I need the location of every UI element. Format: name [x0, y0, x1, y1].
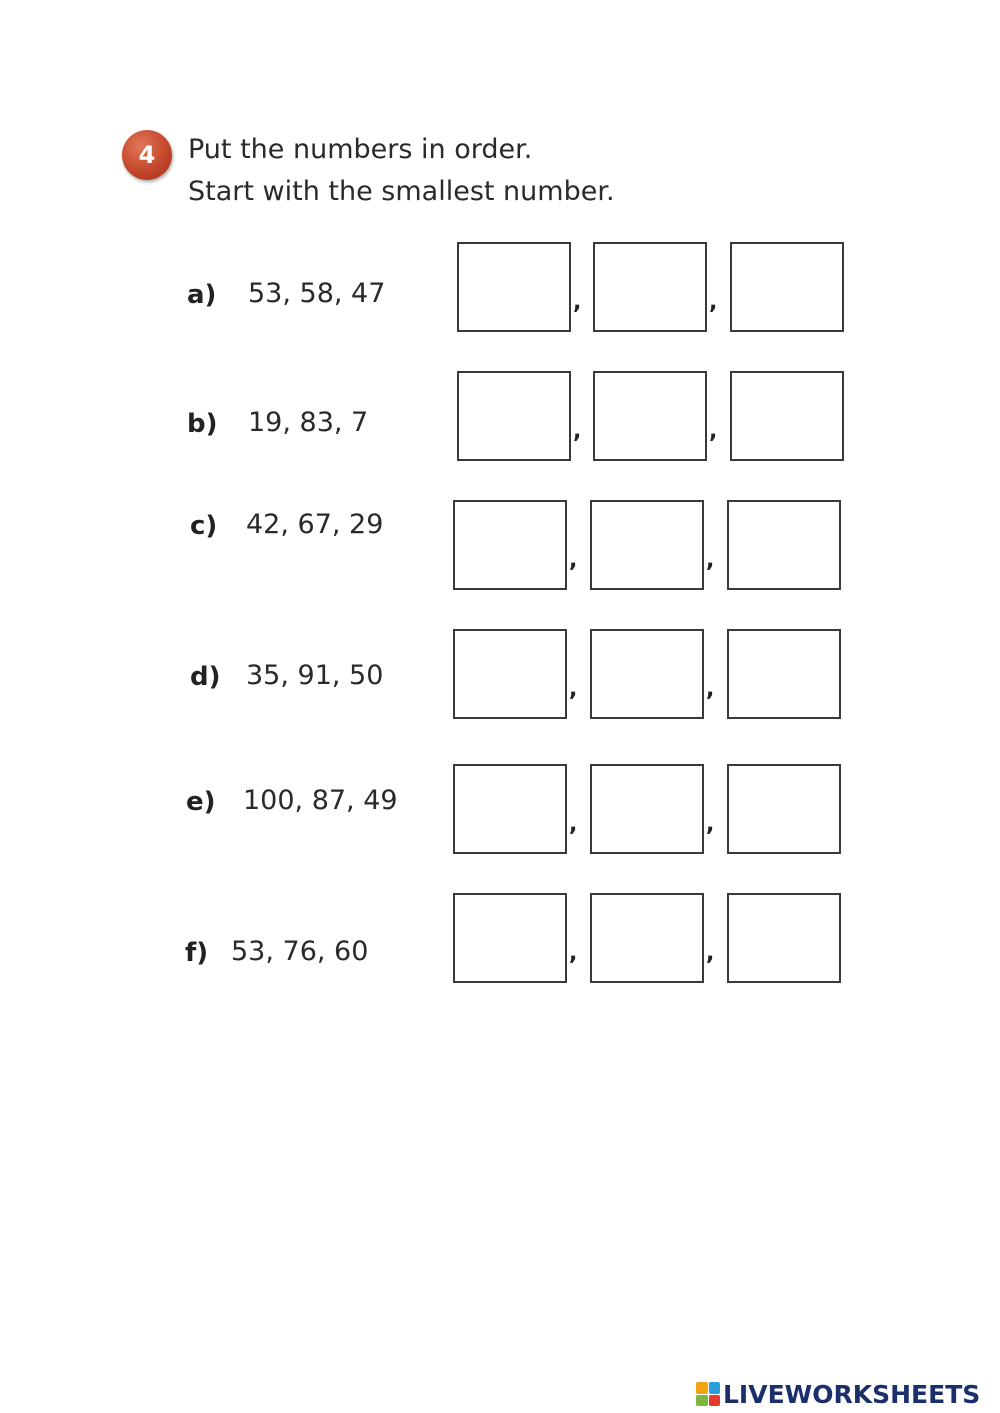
answer-box-c-1[interactable] [453, 500, 567, 590]
logo-tile [709, 1382, 721, 1394]
logo-tile [696, 1382, 708, 1394]
answer-box-e-3[interactable] [727, 764, 841, 854]
item-label-a: a) [187, 280, 217, 310]
answer-box-a-1[interactable] [457, 242, 571, 332]
item-label-f: f) [185, 938, 209, 968]
comma-separator: , [706, 548, 715, 573]
answer-box-b-2[interactable] [593, 371, 707, 461]
item-numbers-a: 53, 58, 47 [248, 278, 386, 309]
answer-box-b-1[interactable] [457, 371, 571, 461]
answer-box-a-3[interactable] [730, 242, 844, 332]
answer-box-a-2[interactable] [593, 242, 707, 332]
liveworksheets-icon [696, 1382, 720, 1406]
answer-box-d-1[interactable] [453, 629, 567, 719]
comma-separator: , [706, 941, 715, 966]
answer-box-e-1[interactable] [453, 764, 567, 854]
item-numbers-e: 100, 87, 49 [243, 785, 398, 816]
item-label-d: d) [190, 662, 221, 692]
comma-separator: , [569, 812, 578, 837]
comma-separator: , [569, 677, 578, 702]
comma-separator: , [573, 290, 582, 315]
liveworksheets-logo[interactable] [696, 1378, 980, 1410]
item-numbers-c: 42, 67, 29 [246, 509, 384, 540]
brand-name: LIVEWORKSHEETS [723, 1379, 981, 1409]
comma-separator: , [709, 290, 718, 315]
logo-tile [696, 1395, 708, 1407]
item-label-e: e) [186, 787, 216, 817]
comma-separator: , [706, 677, 715, 702]
answer-box-d-3[interactable] [727, 629, 841, 719]
comma-separator: , [706, 812, 715, 837]
item-numbers-b: 19, 83, 7 [248, 407, 369, 438]
answer-box-e-2[interactable] [590, 764, 704, 854]
item-label-b: b) [187, 409, 218, 439]
answer-box-b-3[interactable] [730, 371, 844, 461]
instruction-line-1: Put the numbers in order. [188, 134, 533, 165]
answer-box-f-3[interactable] [727, 893, 841, 983]
item-label-c: c) [190, 511, 218, 541]
answer-box-c-3[interactable] [727, 500, 841, 590]
answer-box-f-2[interactable] [590, 893, 704, 983]
instruction-line-2: Start with the smallest number. [188, 176, 615, 207]
item-numbers-d: 35, 91, 50 [246, 660, 384, 691]
comma-separator: , [569, 941, 578, 966]
logo-tile [709, 1395, 721, 1407]
comma-separator: , [709, 419, 718, 444]
answer-box-c-2[interactable] [590, 500, 704, 590]
item-numbers-f: 53, 76, 60 [231, 936, 369, 967]
comma-separator: , [569, 548, 578, 573]
answer-box-f-1[interactable] [453, 893, 567, 983]
exercise-number-badge: 4 [122, 130, 172, 180]
answer-box-d-2[interactable] [590, 629, 704, 719]
comma-separator: , [573, 419, 582, 444]
